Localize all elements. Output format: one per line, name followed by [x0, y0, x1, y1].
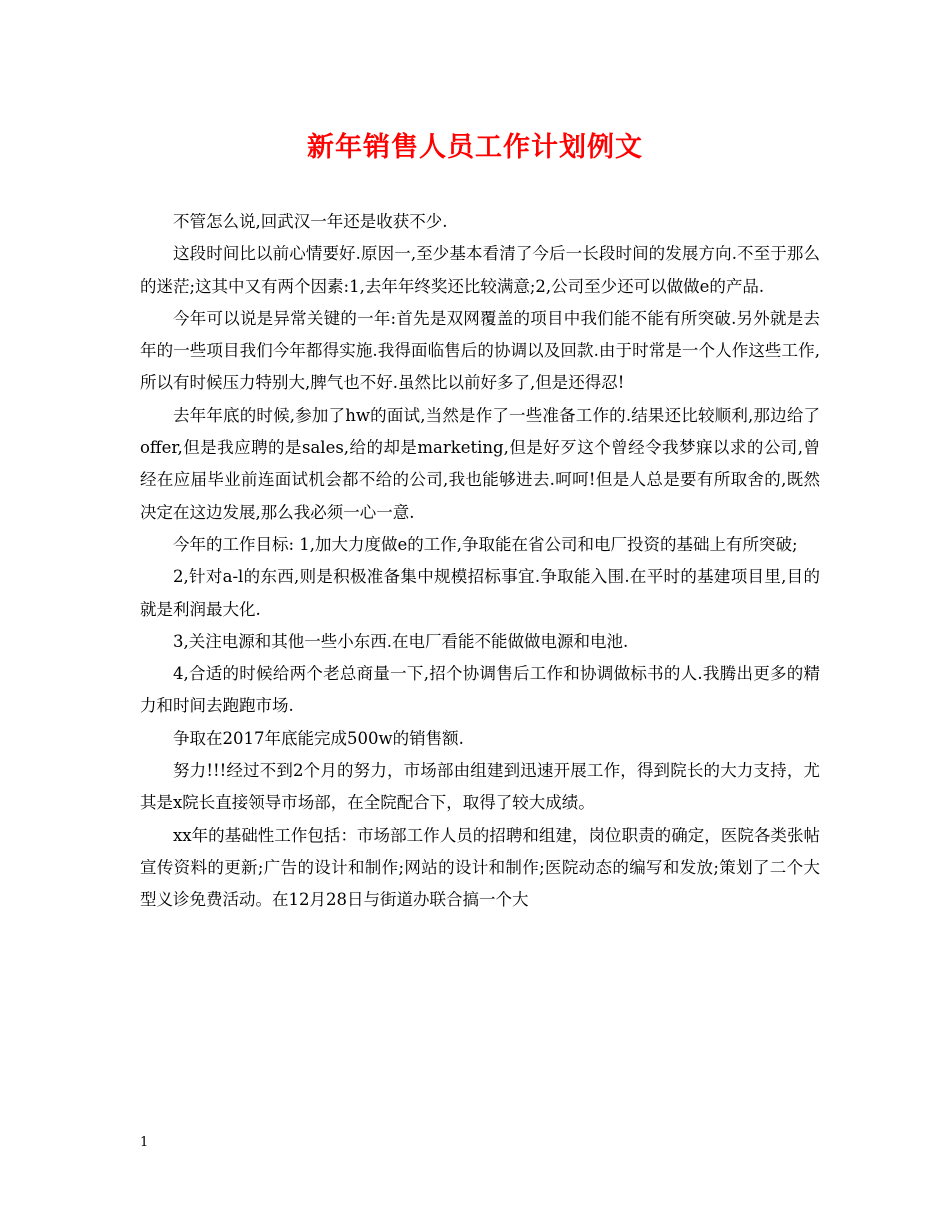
paragraph: 去年年底的时候,参加了hw的面试,当然是作了一些准备工作的.结果还比较顺利,那边给了offer,但是我应聘的是sales,给的却是marketing,但是好歹这个曾经令我梦寐以求的公司,曾经在应届毕业前连面试机会都不给的公司,我也能够进去.呵呵!但是人总是要有所取舍的,既然决定在这边发展,那么我必须一心一意. — [140, 405, 820, 522]
paragraph: 争取在2017年底能完成500w的销售额. — [173, 728, 464, 748]
paragraph: 这段时间比以前心情要好.原因一,至少基本看清了今后一长段时间的发展方向.不至于那么的迷茫;这其中又有两个因素:1,去年年终奖还比较满意;2,公司至少还可以做做e的产品. — [140, 244, 820, 296]
paragraph: 今年的工作目标: 1,加大力度做e的工作,争取能在省公司和电厂投资的基础上有所突破; — [173, 534, 798, 554]
paragraph: 4,合适的时候给两个老总商量一下,招个协调售后工作和协调做标书的人.我腾出更多的精力和时间去跑跑市场. — [140, 664, 820, 716]
document-title: 新年销售人员工作计划例文 — [307, 132, 643, 163]
paragraph: xx年的基础性工作包括：市场部工作人员的招聘和组建，岗位职责的确定，医院各类张帖宣传资料的更新;广告的设计和制作;网站的设计和制作;医院动态的编写和发放;策划了二个大型义诊免费活动。在12月28日与街道办联合搞一个大 — [140, 825, 820, 910]
paragraph: 不管怎么说,回武汉一年还是收获不少. — [173, 212, 448, 231]
paragraph: 3,关注电源和其他一些小东西.在电厂看能不能做做电源和电池. — [173, 631, 629, 651]
paragraph: 2,针对a-l的东西,则是积极准备集中规模招标事宜.争取能入围.在平时的基建项目里,目的就是利润最大化. — [140, 567, 820, 619]
page-number: 1 — [140, 1135, 149, 1150]
paragraph: 今年可以说是异常关键的一年:首先是双网覆盖的项目中我们能不能有所突破.另外就是去年的一些项目我们今年都得实施.我得面临售后的协调以及回款.由于时常是一个人作这些工作,所以有时候压力特别大,脾气也不好.虽然比以前好多了,但是还得忍! — [140, 308, 820, 393]
paragraph: 努力!!!经过不到2个月的努力，市场部由组建到迅速开展工作，得到院长的大力支持，尤其是x院长直接领导市场部，在全院配合下，取得了较大成绩。 — [140, 761, 820, 813]
document-body — [140, 206, 820, 917]
